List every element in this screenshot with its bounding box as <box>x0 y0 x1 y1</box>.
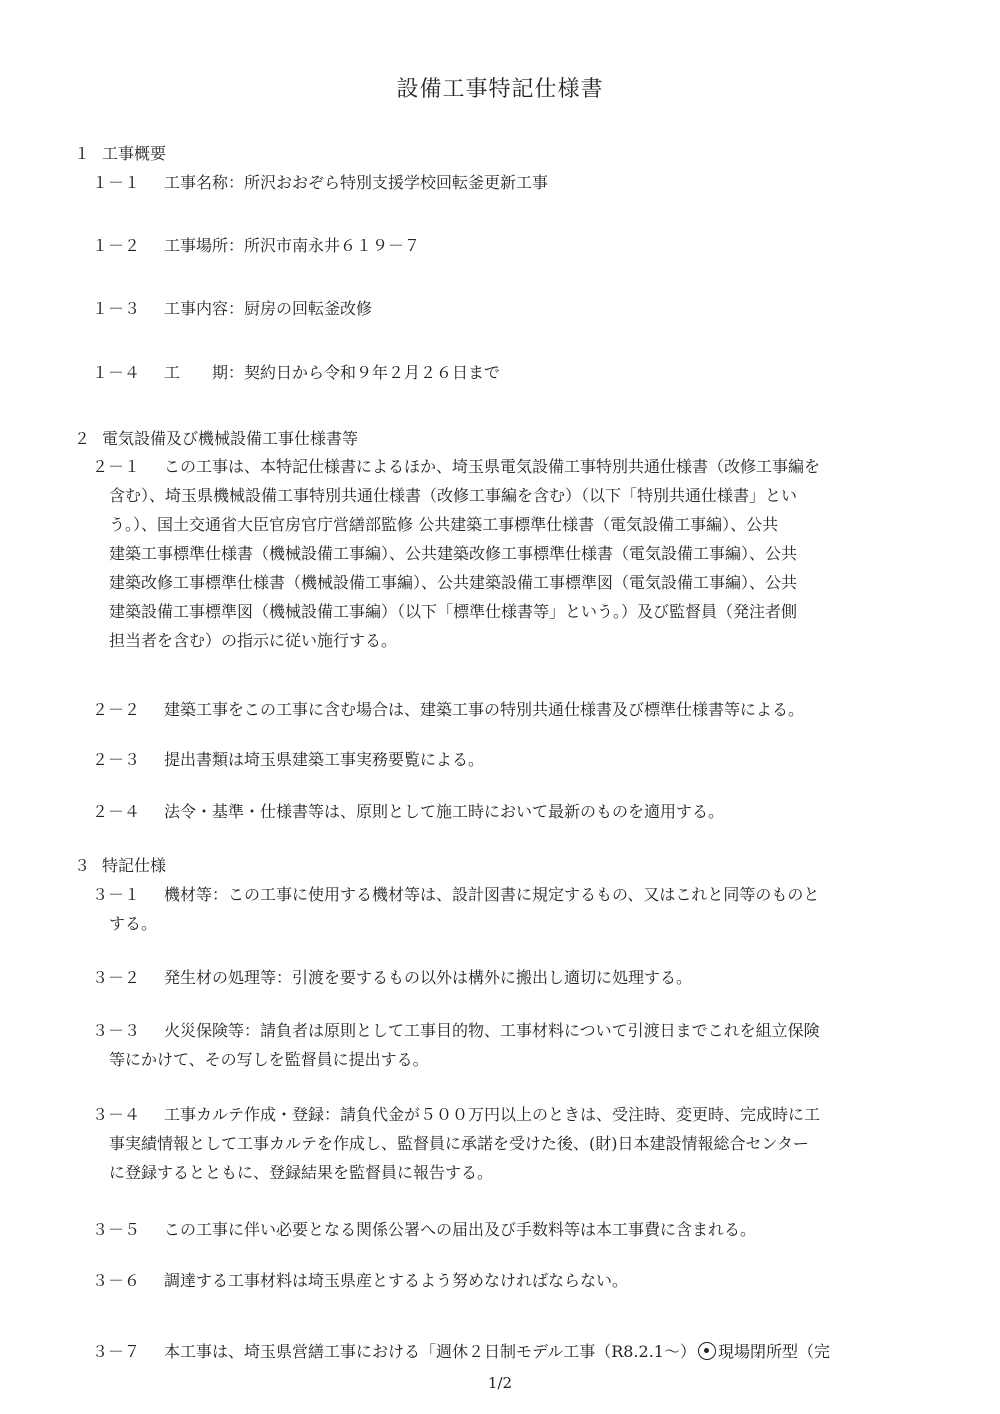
clause-number: ３－５ <box>92 1220 141 1239</box>
section-number: ３ <box>74 856 91 875</box>
clause-continuation: する。 <box>109 914 158 933</box>
section-title: 特記仕様 <box>102 856 167 875</box>
section-title: 電気設備及び機械設備工事仕様書等 <box>102 429 359 448</box>
clause-3-7 <box>92 1337 912 1366</box>
section-heading-3 <box>74 853 166 876</box>
clause-2-1 <box>92 452 912 655</box>
clause-text: 機材等：この工事に使用する機材等は、設計図書に規定するもの、又はこれと同等のものと <box>164 885 820 904</box>
clause-text: この工事は、本特記仕様書によるほか、埼玉県電気設備工事特別共通仕様書（改修工事編を <box>164 457 821 476</box>
clause-1-1 <box>92 168 912 197</box>
clause-3-6 <box>92 1266 912 1295</box>
clause-text: 法令・基準・仕様書等は、原則として施工時において最新のものを適用する。 <box>164 802 725 821</box>
clause-text: 本工事は、埼玉県営繕工事における「週休２日制モデル工事（R8.2.1～） <box>164 1342 696 1361</box>
clause-3-2 <box>92 963 912 992</box>
section-heading-1 <box>74 141 166 164</box>
clause-number: ３－３ <box>92 1021 141 1040</box>
clause-text: 火災保険等：請負者は原則として工事目的物、工事材料について引渡日までこれを組立保険 <box>164 1021 820 1040</box>
clause-number: ２－３ <box>92 750 141 769</box>
clause-3-5 <box>92 1215 912 1244</box>
clause-text: 工 期：契約日から令和９年２月２６日まで <box>164 363 501 382</box>
page-number: 1/2 <box>487 1374 513 1392</box>
clause-number: ３－７ <box>92 1342 141 1361</box>
clause-continuation: 建築工事標準仕様書（機械設備工事編）、公共建築改修工事標準仕様書（電気設備工事編）、公共 <box>109 544 798 563</box>
clause-first-line <box>92 880 912 909</box>
clause-continuation: 事実績情報として工事カルテを作成し、監督員に承諾を受けた後、(財)日本建設情報総合センター <box>109 1134 809 1153</box>
clause-text: この工事に伴い必要となる関係公署への届出及び手数料等は本工事費に含まれる。 <box>164 1220 757 1239</box>
clause-number: １－４ <box>92 363 141 382</box>
clause-continuation: 建築設備工事標準図（機械設備工事編）（以下「標準仕様書等」という。）及び監督員（発注者側 <box>109 602 798 621</box>
section-number: １ <box>74 144 91 163</box>
circle-dot-mark-icon <box>698 1342 716 1360</box>
clause-3-4 <box>92 1100 912 1187</box>
clause-number: １－３ <box>92 299 141 318</box>
clause-text: 建築工事をこの工事に含む場合は、建築工事の特別共通仕様書及び標準仕様書等による。 <box>164 700 805 719</box>
clause-3-1 <box>92 880 912 938</box>
clause-number: １－１ <box>92 173 141 192</box>
clause-first-line <box>92 452 912 481</box>
clause-continuation: 含む）、埼玉県機械設備工事特別共通仕様書（改修工事編を含む）（以下「特別共通仕様書」とい <box>109 486 798 505</box>
clause-2-3 <box>92 745 912 774</box>
clause-number: ３－２ <box>92 968 141 987</box>
section-heading-2 <box>74 426 358 449</box>
clause-2-2 <box>92 695 912 724</box>
clause-text: 調達する工事材料は埼玉県産とするよう努めなければならない。 <box>164 1271 629 1290</box>
clause-text: 発生材の処理等：引渡を要するもの以外は構外に搬出し適切に処理する。 <box>164 968 693 987</box>
document-title: 設備工事特記仕様書 <box>396 77 604 102</box>
clause-continuation: う。）、国土交通省大臣官房官庁営繕部監修 公共建築工事標準仕様書（電気設備工事編）、公共 <box>109 515 779 534</box>
clause-1-3 <box>92 294 912 323</box>
clause-text: 工事場所：所沢市南永井６１９－７ <box>164 236 421 255</box>
clause-number: ３－４ <box>92 1105 141 1124</box>
clause-text-continued: 現場閉所型（完 <box>717 1342 830 1361</box>
section-title: 工事概要 <box>102 144 167 163</box>
clause-number: ２－１ <box>92 457 141 476</box>
clause-number: ２－２ <box>92 700 141 719</box>
clause-text: 工事内容：厨房の回転釜改修 <box>164 299 373 318</box>
clause-first-line <box>92 1016 912 1045</box>
clause-1-2 <box>92 231 912 260</box>
clause-1-4 <box>92 358 912 387</box>
clause-text: 工事カルテ作成・登録：請負代金が５００万円以上のときは、受注時、変更時、完成時に工 <box>164 1105 821 1124</box>
clause-number: １－２ <box>92 236 141 255</box>
clause-continuation: 担当者を含む）の指示に従い施行する。 <box>109 631 398 650</box>
clause-continuation: に登録するとともに、登録結果を監督員に報告する。 <box>109 1163 494 1182</box>
clause-first-line <box>92 1100 912 1129</box>
clause-continuation: 等にかけて、その写しを監督員に提出する。 <box>109 1050 429 1069</box>
section-number: ２ <box>74 429 91 448</box>
clause-number: ３－６ <box>92 1271 141 1290</box>
clause-number: ３－１ <box>92 885 141 904</box>
clause-number: ２－４ <box>92 802 141 821</box>
clause-3-3 <box>92 1016 912 1074</box>
clause-2-4 <box>92 797 912 826</box>
clause-continuation: 建築改修工事標準仕様書（機械設備工事編）、公共建築設備工事標準図（電気設備工事編）、公共 <box>109 573 798 592</box>
clause-text: 提出書類は埼玉県建築工事実務要覧による。 <box>164 750 485 769</box>
clause-text: 工事名称：所沢おおぞら特別支援学校回転釜更新工事 <box>164 173 549 192</box>
